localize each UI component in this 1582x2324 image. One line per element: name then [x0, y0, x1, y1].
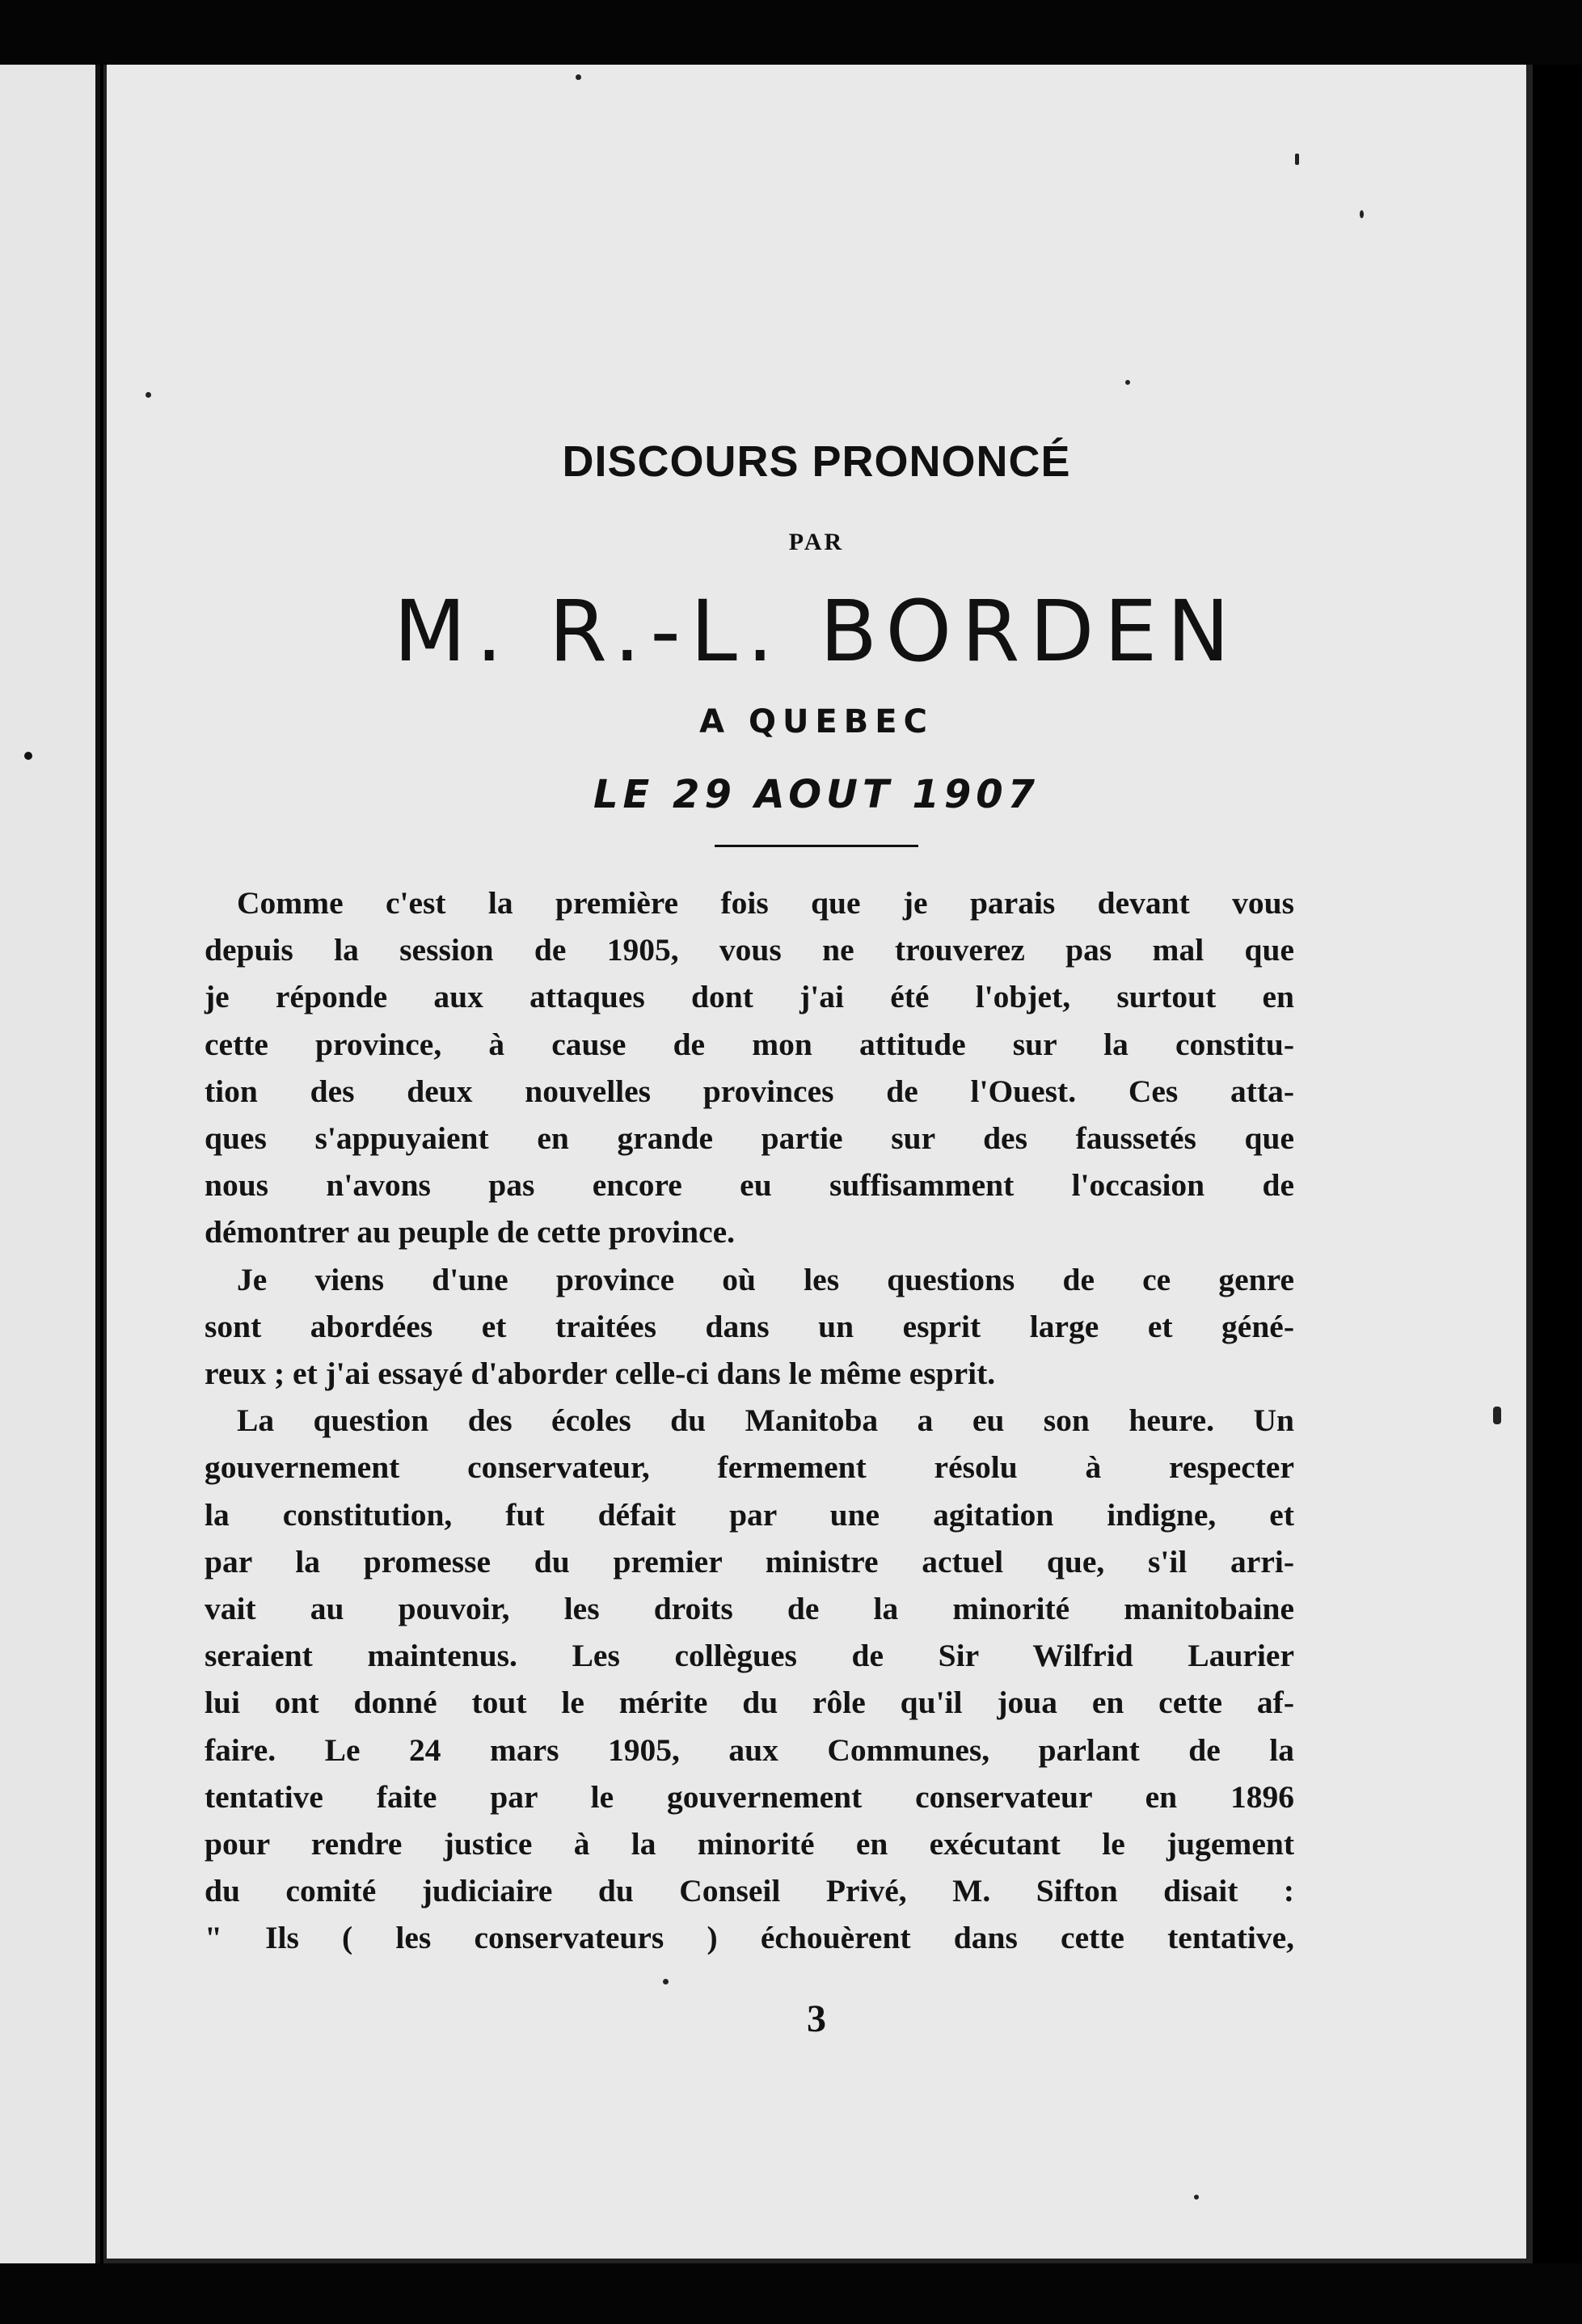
text-line: Comme c'est la première fois que je parais devant vous: [237, 885, 1294, 921]
text-line: Je viens d'une province où les questions de ce genre: [237, 1261, 1294, 1297]
scan-speck: [1360, 210, 1364, 218]
text-line: nous n'avons pas encore eu suffisamment l'occasion de: [205, 1167, 1294, 1204]
text-line: la constitution, fut défait par une agitation indigne, et: [205, 1496, 1294, 1533]
scan-speck: [1493, 1407, 1501, 1424]
text-line: pour rendre justice à la minorité en exécutant le jugement: [205, 1826, 1294, 1862]
document-title-line: DISCOURS PRONONCÉ: [562, 437, 1071, 486]
page-number: 3: [807, 1997, 826, 2040]
text-line: je réponde aux attaques dont j'ai été l'objet, surtout en: [205, 979, 1294, 1015]
scan-speck: [1295, 154, 1299, 165]
text-line: par la promesse du premier ministre actuel que, s'il arri-: [205, 1543, 1294, 1580]
text-line: La question des écoles du Manitoba a eu son heure. Un: [237, 1402, 1294, 1439]
text-line: tentative faite par le gouvernement conservateur en 1896: [205, 1778, 1294, 1815]
text-line: reux ; et j'ai essayé d'aborder celle-ci dans le même esprit.: [205, 1356, 996, 1392]
text-line: " Ils ( les conservateurs ) échouèrent dans cette tentative,: [205, 1920, 1294, 1956]
title-divider: [715, 845, 918, 847]
scan-speck: [576, 74, 581, 80]
text-line: sont abordées et traitées dans un esprit large et géné-: [205, 1308, 1294, 1344]
facing-page-edge: [0, 65, 100, 2263]
scan-speck: [1125, 380, 1130, 385]
scan-bottom-border: [0, 2263, 1582, 2324]
text-line: cette province, à cause de mon attitude sur la constitu-: [205, 1026, 1294, 1062]
speech-date: LE 29 AOUT 1907: [593, 772, 1040, 817]
text-line: du comité judiciaire du Conseil Privé, M. Sifton disait :: [205, 1873, 1294, 1909]
scan-top-border: [0, 0, 1582, 65]
speech-location: A QUEBEC: [699, 703, 934, 740]
speech-body: [205, 879, 1294, 1962]
text-line: vait au pouvoir, les droits de la minorité manitobaine: [205, 1591, 1294, 1627]
text-line: tion des deux nouvelles provinces de l'Ouest. Ces atta-: [205, 1073, 1294, 1109]
scan-speck: [24, 752, 32, 760]
scan-speck: [146, 392, 151, 398]
speaker-name: M. R.-L. BORDEN: [393, 582, 1240, 681]
text-line: démontrer au peuple de cette province.: [205, 1214, 736, 1251]
text-line: depuis la session de 1905, vous ne trouverez pas mal que: [205, 932, 1294, 968]
text-line: ques s'appuyaient en grande partie sur des faussetés que: [205, 1120, 1294, 1157]
text-line: lui ont donné tout le mérite du rôle qu'il joua en cette af-: [205, 1685, 1294, 1721]
scan-speck: [1194, 2195, 1199, 2200]
text-line: gouvernement conservateur, fermement résolu à respecter: [205, 1449, 1294, 1486]
document-title-par: PAR: [788, 529, 845, 555]
text-line: faire. Le 24 mars 1905, aux Communes, parlant de la: [205, 1731, 1294, 1768]
scan-speck: [663, 1979, 669, 1984]
text-line: seraient maintenus. Les collègues de Sir Wilfrid Laurier: [205, 1638, 1294, 1674]
